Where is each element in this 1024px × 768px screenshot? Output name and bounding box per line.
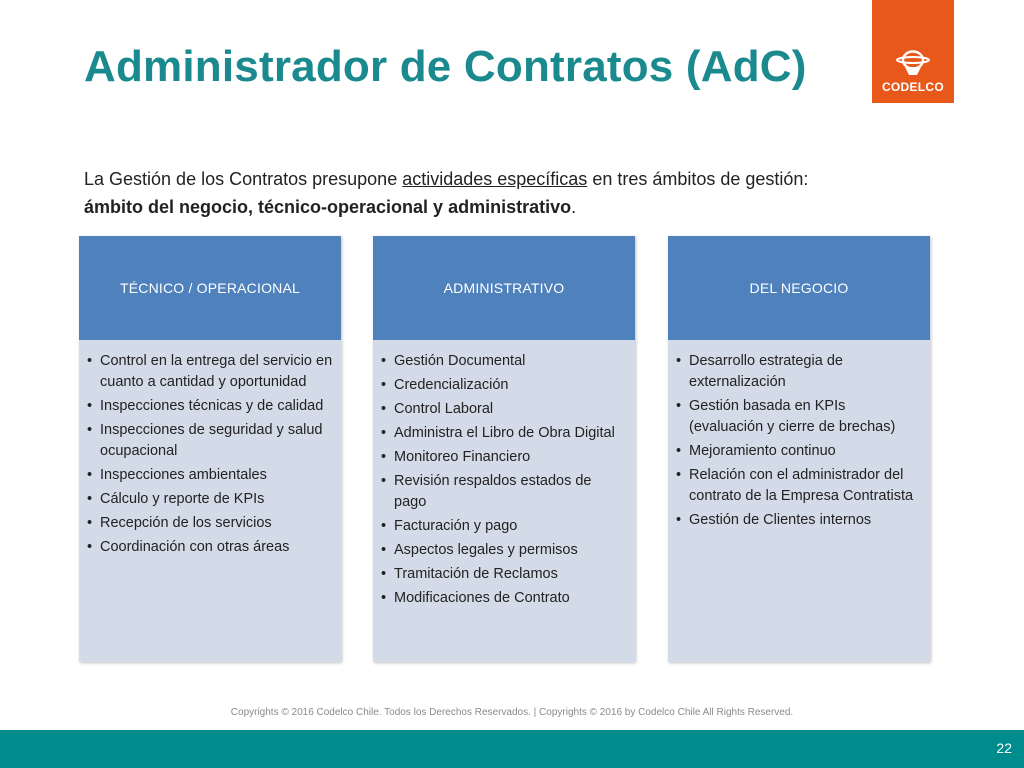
list-item: • Recepción de los servicios — [87, 513, 333, 534]
list-item: • Gestión Documental — [381, 351, 627, 372]
column-list — [373, 340, 635, 609]
intro-text-end: . — [571, 197, 577, 217]
list-item: • Aspectos legales y permisos — [381, 540, 627, 561]
list-item: • Desarrollo estrategia de externalización — [676, 351, 922, 393]
list-item: • Control en la entrega del servicio en cuanto a cantidad y oportunidad — [87, 351, 333, 393]
list-item: • Inspecciones técnicas y de calidad — [87, 396, 333, 417]
list-item: • Coordinación con otras áreas — [87, 537, 333, 558]
column-tecnico-operacional — [79, 236, 341, 662]
column-header: DEL NEGOCIO — [668, 236, 930, 340]
page-title: Administrador de Contratos (AdC) — [84, 42, 807, 91]
intro-bold-text: ámbito del negocio, técnico-operacional y administrativo — [84, 197, 572, 217]
codelco-logo — [872, 0, 954, 103]
intro-underlined-text: actividades específicas — [402, 169, 588, 189]
logo-text: CODELCO — [881, 80, 945, 94]
list-item: • Credencialización — [381, 375, 627, 396]
list-item: • Gestión de Clientes internos — [676, 510, 922, 531]
list-item: • Revisión respaldos estados de pago — [381, 471, 627, 513]
codelco-logo-icon — [895, 50, 931, 78]
column-header: ADMINISTRATIVO — [373, 236, 635, 340]
column-list — [79, 340, 341, 558]
copyright-footer: Copyrights © 2016 Codelco Chile. Todos los Derechos Reservados. | Copyrights © 2016 by Codelco Chile All Rights Reserved. — [230, 707, 794, 718]
intro-text-1: La Gestión de los Contratos presupone — [84, 169, 403, 189]
list-item: • Gestión basada en KPIs (evaluación y cierre de brechas) — [676, 396, 922, 438]
list-item: • Tramitación de Reclamos — [381, 564, 627, 585]
column-del-negocio — [668, 236, 930, 662]
intro-text-2: en tres ámbitos de gestión: — [587, 169, 809, 189]
list-item: • Inspecciones ambientales — [87, 465, 333, 486]
list-item: • Monitoreo Financiero — [381, 447, 627, 468]
list-item: • Inspecciones de seguridad y salud ocupacional — [87, 420, 333, 462]
column-header: TÉCNICO / OPERACIONAL — [79, 236, 341, 340]
bottom-bar — [0, 730, 1024, 768]
list-item: • Cálculo y reporte de KPIs — [87, 489, 333, 510]
column-administrativo — [373, 236, 635, 662]
page-number: 22 — [996, 740, 1012, 756]
list-item: • Relación con el administrador del contrato de la Empresa Contratista — [676, 465, 922, 507]
column-list — [668, 340, 930, 531]
list-item: • Modificaciones de Contrato — [381, 588, 627, 609]
list-item: • Administra el Libro de Obra Digital — [381, 423, 627, 444]
list-item: • Control Laboral — [381, 399, 627, 420]
intro-paragraph — [84, 165, 964, 221]
list-item: • Mejoramiento continuo — [676, 441, 922, 462]
list-item: • Facturación y pago — [381, 516, 627, 537]
